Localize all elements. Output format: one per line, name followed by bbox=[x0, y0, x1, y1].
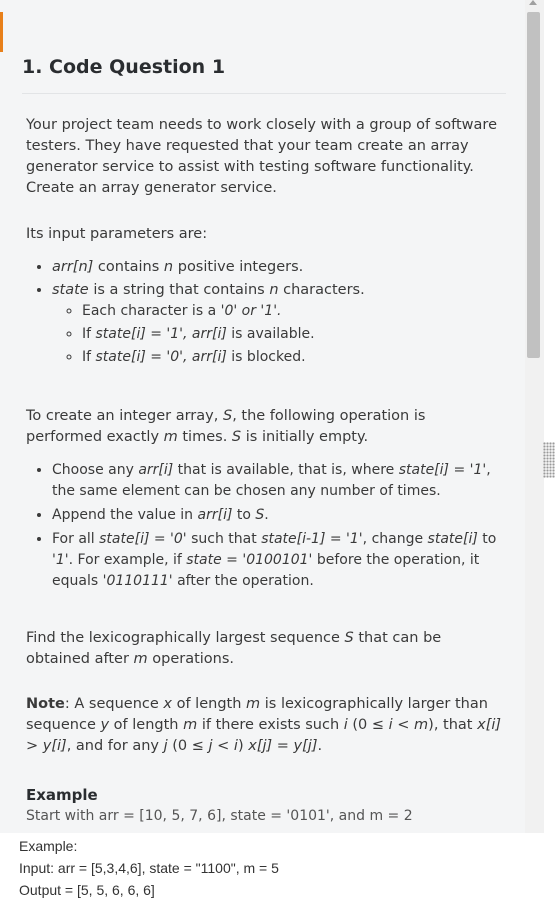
state-sub-3: ◦ If state[i] = '0', arr[i] is blocked. bbox=[82, 347, 506, 368]
find-paragraph: Find the lexicographically largest sequence S that can be obtained after m operations. bbox=[26, 630, 442, 667]
note-paragraph: Note: A sequence x of length m is lexicographically larger than sequence y of length m if there exists such i (0 ≤ i < m), that x[i] > y[i], and for any j (0 ≤ j < i) x[j] = y[j]. bbox=[26, 696, 502, 754]
question-title: 1. Code Question 1 bbox=[22, 56, 226, 78]
operations-list bbox=[26, 460, 506, 592]
example-caption-output: Output = [5, 5, 6, 6, 6] bbox=[19, 882, 155, 898]
state-sub-1: ◦ Each character is a '0' or '1'. bbox=[82, 301, 506, 322]
example-caption-input: Input: arr = [5,3,4,6], state = "1100", m = 5 bbox=[19, 860, 279, 876]
pane-resize-grip-icon[interactable] bbox=[543, 442, 555, 478]
title-divider bbox=[22, 93, 506, 94]
question-body bbox=[26, 115, 506, 827]
param-arr: • arr[n] contains n positive integers. bbox=[52, 257, 506, 278]
operation-2: • Append the value in arr[i] to S. bbox=[52, 505, 506, 526]
state-sub-2: ◦ If state[i] = '1', arr[i] is available. bbox=[82, 324, 506, 345]
example-heading: Example bbox=[26, 786, 98, 804]
question-scrollbar[interactable] bbox=[525, 0, 544, 833]
state-sublist bbox=[52, 301, 506, 368]
active-question-accent bbox=[0, 12, 3, 52]
params-heading: Its input parameters are: bbox=[26, 226, 208, 242]
scrollbar-thumb[interactable] bbox=[527, 12, 540, 358]
intro-paragraph: Your project team needs to work closely with a group of software testers. They have requested that your team create an array generator service to assist with testing software functionality. Create an array generator service. bbox=[26, 117, 497, 196]
scroll-up-arrow-icon[interactable] bbox=[529, 0, 537, 5]
operation-3: • For all state[i] = '0' such that state[i-1] = '1', change state[i] to '1'. For example, if state = '0100101' before the operation, it equals '0110111' after the operation. bbox=[52, 529, 506, 592]
example-caption bbox=[0, 833, 557, 919]
operation-1: • Choose any arr[i] that is available, that is, where state[i] = '1', the same element can be chosen any number of times. bbox=[52, 460, 506, 502]
create-paragraph: To create an integer array, S, the following operation is performed exactly m times. S is initially empty. bbox=[26, 408, 426, 445]
param-state: • state is a string that contains n characters. ◦ Each character is a '0' or '1'. ◦ If state[i] = '1', arr[i] is available. ◦ If state[i] = '0', arr[i] is blocked. bbox=[52, 280, 506, 368]
example-text: Start with arr = [10, 5, 7, 6], state = '0101', and m = 2 bbox=[26, 808, 413, 824]
example-caption-label: Example: bbox=[19, 838, 78, 854]
params-list bbox=[26, 257, 506, 368]
